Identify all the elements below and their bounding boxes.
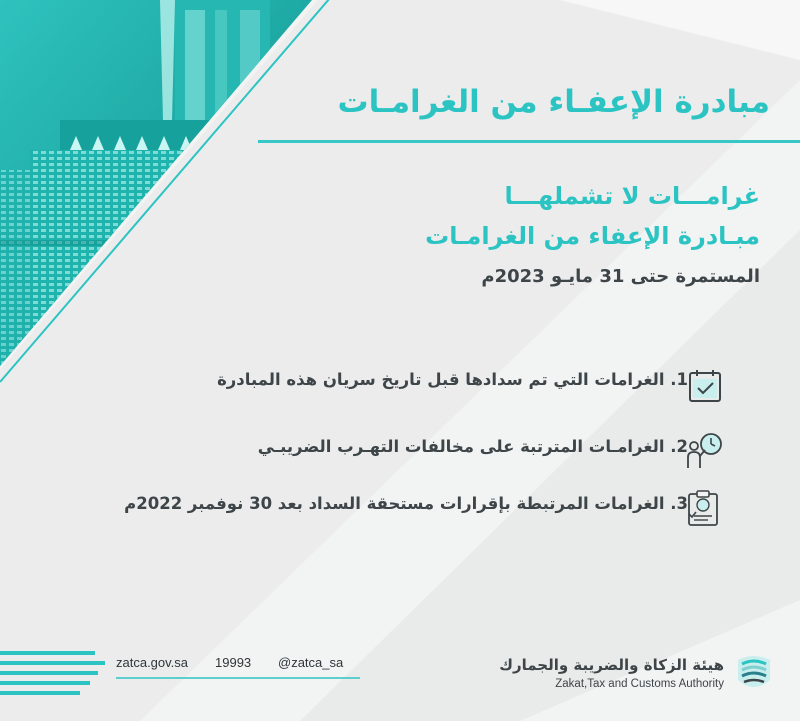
website-link[interactable]: zatca.gov.sa [116,655,189,670]
title-underline [258,140,800,143]
calendar-check-icon [686,366,726,406]
phone-number[interactable]: 19993 [215,655,252,670]
subtitle-line-3: المستمرة حتى 31 مايـو 2023م [481,266,760,287]
list-item-3: 3. الغرامات المرتبطة بإقرارات مستحقة السداد بعد 30 نوفمبر 2022م [124,494,688,513]
list-item-1: 1. الغرامات التي تم سدادها قبل تاريخ سريان هذه المبادرة [217,370,688,389]
org-name-english: Zakat,Tax and Customs Authority [555,678,724,690]
social-handle[interactable]: @zatca_sa [278,655,344,670]
zatca-logo-icon [734,650,774,696]
main-title: مبادرة الإعفـاء من الغرامـات [337,84,770,120]
clipboard-sar-icon [684,488,724,528]
subtitle-line-1: غرامـــات لا تشملهـــا [504,182,760,210]
list-item-2: 2. الغرامـات المترتبة على مخالفات التهـرب الضريبـي [257,437,688,456]
org-name-arabic: هيئة الزكاة والضريبة والجمارك [499,656,724,674]
person-clock-icon [684,430,724,470]
subtitle-line-2: مبـادرة الإعفاء من الغرامـات [425,222,760,250]
